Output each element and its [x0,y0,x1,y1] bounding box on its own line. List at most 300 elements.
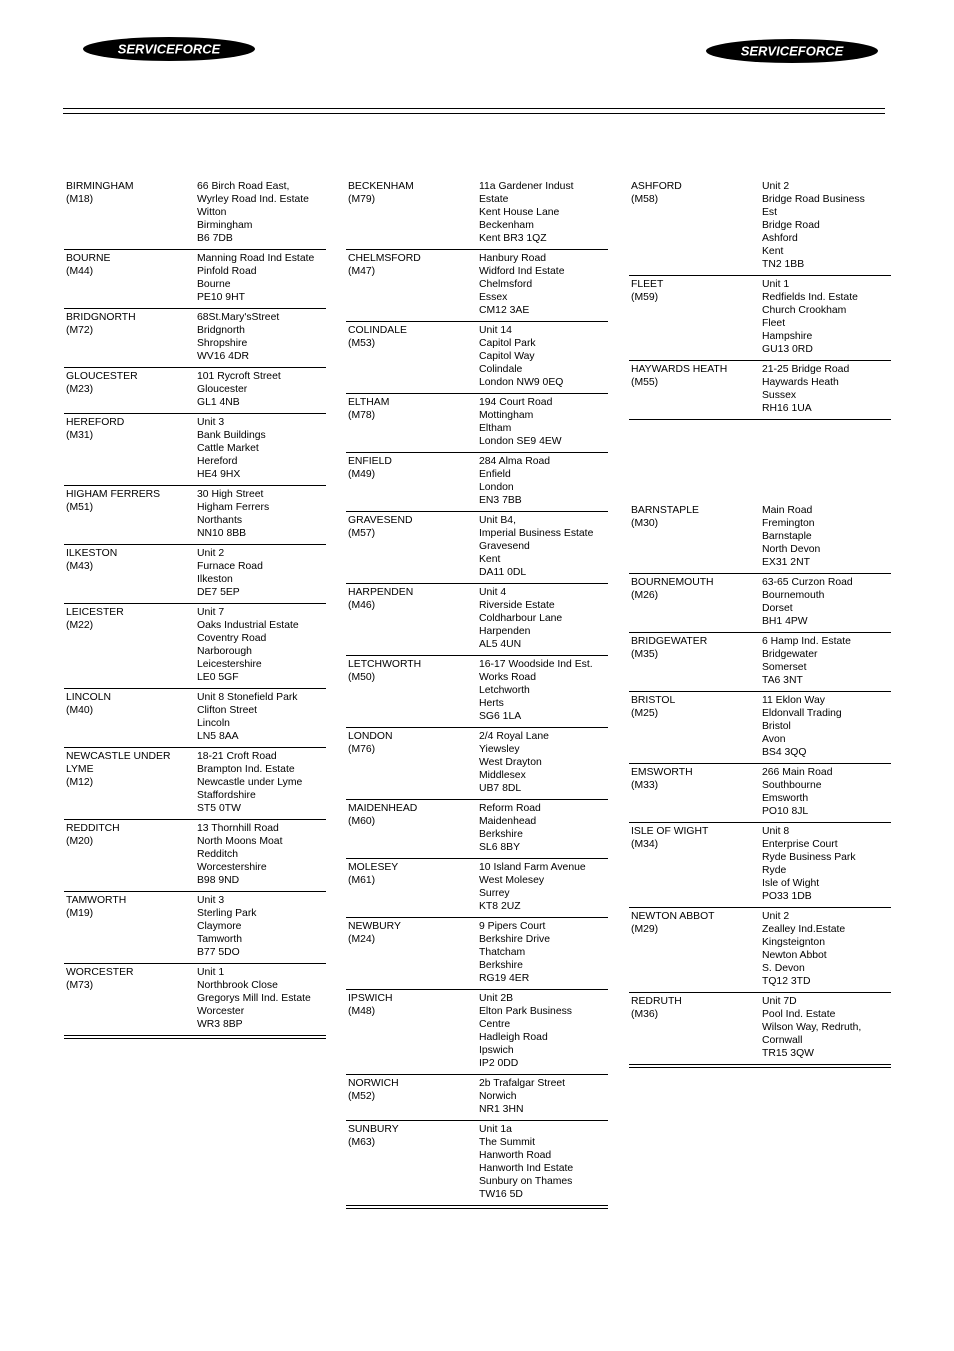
address-line: Bridge Road Business [762,194,865,205]
service-centre-entry [346,394,608,453]
service-centre-entry [346,512,608,584]
address-line: Berkshire [479,829,523,840]
address-line: Cornwall [762,1035,803,1046]
address-line: RH16 1UA [762,403,812,414]
address-line: Northants [197,515,243,526]
service-centre-entry [346,322,608,394]
centre-name: ASHFORD [631,181,682,192]
centre-code: (M43) [66,561,94,572]
address-line: BS4 3QQ [762,747,807,758]
address-line: Norwich [479,1091,517,1102]
address-line: Kent BR3 1QZ [479,233,547,244]
centre-code: (M57) [348,528,376,539]
service-centre-entry [64,486,326,545]
address-line: Shropshire [197,338,248,349]
address-line: Pinfold Road [197,266,257,277]
address-line: DE7 5EP [197,587,240,598]
centre-code: (M31) [66,430,94,441]
address-line: Kingsteignton [762,937,825,948]
address-line: PO33 1DB [762,891,812,902]
centre-location [66,750,197,815]
address-line: Ryde [762,865,787,876]
address-line: Colindale [479,364,523,375]
address-line: 30 High Street [197,489,264,500]
address-line: Unit 14 [479,325,512,336]
centre-name: BRIDGNORTH [66,312,136,323]
address-line: London [479,482,514,493]
centre-address [197,416,326,481]
centre-name: WORCESTER [66,967,134,978]
centre-name: NORWICH [348,1078,399,1089]
centre-address [479,658,608,723]
address-line: TQ12 3TD [762,976,811,987]
address-line: Bridgewater [762,649,818,660]
column-1 [64,178,326,1041]
centre-code: (M24) [348,934,376,945]
centre-code: (M49) [348,469,376,480]
service-centre-entry [64,250,326,309]
centre-name: LYME [66,764,94,775]
service-centre-entry [64,545,326,604]
centre-code: (M55) [631,377,659,388]
address-line: Hampshire [762,331,813,342]
centre-code: (M34) [631,839,659,850]
centre-address [479,324,608,389]
centre-name: COLINDALE [348,325,407,336]
address-line: Imperial Business Estate [479,528,594,539]
address-line: Manning Road Ind Estate [197,253,315,264]
address-line: Maidenhead [479,816,537,827]
address-line: UB7 8DL [479,783,522,794]
address-line: Eltham [479,423,512,434]
centre-name: NEWCASTLE UNDER [66,751,171,762]
centre-name: LEICESTER [66,607,124,618]
address-line: Estate [479,194,509,205]
address-line: Kent House Lane [479,207,560,218]
address-line: GU13 0RD [762,344,813,355]
address-line: London SE9 4EW [479,436,562,447]
centre-address [762,766,891,818]
service-centre-entry [346,859,608,918]
address-line: 16-17 Woodside Ind Est. [479,659,593,670]
centre-name: GLOUCESTER [66,371,138,382]
address-line: Unit 4 [479,587,507,598]
column-2 [346,178,608,1211]
address-line: Enfield [479,469,511,480]
centre-name: HIGHAM FERRERS [66,489,161,500]
centre-location [348,324,479,389]
address-line: Worcester [197,1006,245,1017]
address-line: Haywards Heath [762,377,839,388]
centre-address [762,576,891,628]
address-line: Brampton Ind. Estate [197,764,295,775]
service-centre-entry [629,908,891,993]
centre-location [66,488,197,540]
address-line: Staffordshire [197,790,256,801]
centre-name: ILKESTON [66,548,118,559]
service-centre-entry [346,728,608,800]
centre-address [762,635,891,687]
address-line: Ipswich [479,1045,514,1056]
address-line: Newton Abbot [762,950,827,961]
address-line: Bridgnorth [197,325,245,336]
centre-code: (M53) [348,338,376,349]
service-centre-entry [629,178,891,276]
address-line: Leicestershire [197,659,262,670]
address-line: Lincoln [197,718,230,729]
address-line: Coventry Road [197,633,267,644]
centre-code: (M22) [66,620,94,631]
centre-location [631,180,762,271]
centre-code: (M30) [631,518,659,529]
centre-location [631,766,762,818]
address-line: Zealley Ind.Estate [762,924,846,935]
centre-name: NEWBURY [348,921,401,932]
centre-name: NEWTON ABBOT [631,911,715,922]
centre-location [348,586,479,651]
address-line: 10 Island Farm Avenue [479,862,586,873]
address-line: EN3 7BB [479,495,522,506]
address-line: Northbrook Close [197,980,278,991]
address-line: 63-65 Curzon Road [762,577,853,588]
address-line: Unit 2 [197,548,225,559]
centre-address [479,992,608,1070]
centre-code: (M33) [631,780,659,791]
service-centre-entry [346,250,608,322]
address-line: LE0 5GF [197,672,239,683]
address-line: CM12 3AE [479,305,530,316]
address-line: Sterling Park [197,908,257,919]
logo-left-text: SERVICEFORCE [117,41,221,57]
address-line: Unit B4, [479,515,516,526]
address-line: Essex [479,292,508,303]
address-line: 11a Gardener Indust [479,181,574,192]
address-line: Unit 7D [762,996,797,1007]
service-centre-entry [629,692,891,764]
address-line: Ryde Business Park [762,852,856,863]
address-line: 9 Pipers Court [479,921,546,932]
address-line: Reform Road [479,803,541,814]
address-line: Yiewsley [479,744,520,755]
address-line: Elton Park Business [479,1006,572,1017]
address-line: Unit 1 [197,967,225,978]
centre-code: (M51) [66,502,94,513]
address-line: Herts [479,698,504,709]
address-line: London NW9 0EQ [479,377,564,388]
header-rule [63,108,885,114]
centre-code: (M79) [348,194,376,205]
service-centre-entry [346,584,608,656]
centre-name: REDDITCH [66,823,120,834]
service-centre-entry [346,1121,608,1206]
centre-address [197,311,326,363]
address-line: Barnstaple [762,531,812,542]
address-line: 6 Hamp Ind. Estate [762,636,851,647]
centre-location [348,658,479,723]
column-gap [629,420,891,502]
centre-location [348,514,479,579]
centre-address [479,180,608,245]
address-line: 101 Rycroft Street [197,371,281,382]
centre-name: MAIDENHEAD [348,803,418,814]
address-line: Witton [197,207,227,218]
service-centre-entry [64,748,326,820]
address-line: Sussex [762,390,797,401]
centre-location [348,180,479,245]
centre-code: (M72) [66,325,94,336]
centre-address [479,920,608,985]
centre-code: (M46) [348,600,376,611]
centre-name: HEREFORD [66,417,125,428]
address-line: Hadleigh Road [479,1032,548,1043]
address-line: Bourne [197,279,231,290]
address-line: S. Devon [762,963,805,974]
centre-code: (M73) [66,980,94,991]
address-line: Hereford [197,456,238,467]
address-line: Sunbury on Thames [479,1176,573,1187]
address-line: The Summit [479,1137,536,1148]
address-line: Capitol Way [479,351,535,362]
address-line: TN2 1BB [762,259,805,270]
service-centre-entry [629,823,891,908]
centre-location [66,606,197,684]
centre-name: BOURNE [66,253,111,264]
address-line: Unit 3 [197,895,225,906]
centre-code: (M78) [348,410,376,421]
address-line: Clifton Street [197,705,258,716]
service-centre-entry [629,764,891,823]
address-line: Coldharbour Lane [479,613,563,624]
address-line: Kent [479,554,501,565]
address-line: Unit 1a [479,1124,512,1135]
service-centre-entry [629,633,891,692]
centre-address [197,691,326,743]
address-line: B98 9ND [197,875,240,886]
service-centre-entry [629,993,891,1065]
centre-address [197,606,326,684]
service-centre-entry [64,178,326,250]
address-line: Enterprise Court [762,839,838,850]
address-line: Beckenham [479,220,534,231]
centre-address [479,1077,608,1116]
address-line: B77 5DO [197,947,240,958]
centre-address [762,910,891,988]
centre-address [197,488,326,540]
address-line: Southbourne [762,780,822,791]
service-centre-entry [64,414,326,486]
centre-code: (M36) [631,1009,659,1020]
service-centre-entry [64,892,326,964]
centre-code: (M76) [348,744,376,755]
service-centre-entry [346,656,608,728]
centre-name: ELTHAM [348,397,390,408]
address-line: Widford Ind Estate [479,266,565,277]
centre-code: (M25) [631,708,659,719]
address-line: Capitol Park [479,338,536,349]
address-line: Centre [479,1019,511,1030]
address-line: Unit 7 [197,607,225,618]
address-line: 13 Thornhill Road [197,823,279,834]
address-line: Riverside Estate [479,600,555,611]
address-line: 68St.Mary'sStreet [197,312,280,323]
centre-name: EMSWORTH [631,767,693,778]
address-line: Claymore [197,921,242,932]
address-line: Bridge Road [762,220,820,231]
address-line: Newcastle under Lyme [197,777,303,788]
address-line: Berkshire [479,960,523,971]
service-centre-entry [346,918,608,990]
address-line: 2b Trafalgar Street [479,1078,566,1089]
centre-code: (M63) [348,1137,376,1148]
centre-name: BRISTOL [631,695,676,706]
centre-location [631,995,762,1060]
column-end-rule [346,1208,608,1211]
centre-location [66,966,197,1031]
centre-name: LINCOLN [66,692,112,703]
service-centre-entry [346,990,608,1075]
address-line: Harpenden [479,626,531,637]
centre-name: CHELMSFORD [348,253,421,264]
address-line: Hanworth Ind Estate [479,1163,574,1174]
address-line: Somerset [762,662,807,673]
address-line: Worcestershire [197,862,267,873]
address-line: Church Crookham [762,305,847,316]
address-line: GL1 4NB [197,397,240,408]
address-line: IP2 0DD [479,1058,519,1069]
service-centre-entry [64,368,326,414]
centre-name: ENFIELD [348,456,392,467]
column-end-rule [629,1067,891,1070]
centre-address [197,547,326,599]
centre-location [66,180,197,245]
address-line: Gregorys Mill Ind. Estate [197,993,311,1004]
centre-location [66,370,197,409]
centre-name: SUNBURY [348,1124,399,1135]
service-centre-entry [629,574,891,633]
centre-code: (M35) [631,649,659,660]
centre-address [197,822,326,887]
address-line: Pool Ind. Estate [762,1009,836,1020]
centre-address [762,825,891,903]
address-line: WR3 8BP [197,1019,243,1030]
address-line: SL6 8BY [479,842,521,853]
centre-name: REDRUTH [631,996,682,1007]
address-line: Gloucester [197,384,248,395]
service-centre-entry [64,964,326,1036]
address-line: Unit 2 [762,181,790,192]
address-line: Unit 1 [762,279,790,290]
address-line: Avon [762,734,786,745]
centre-location [348,455,479,507]
centre-code: (M47) [348,266,376,277]
centre-location [631,278,762,356]
address-line: Bank Buildings [197,430,266,441]
address-line: Redditch [197,849,239,860]
address-line: Cattle Market [197,443,259,454]
address-line: Est [762,207,778,218]
centre-location [631,910,762,988]
service-centre-entry [64,689,326,748]
centre-location [348,920,479,985]
address-line: Unit 2 [762,911,790,922]
address-line: Chelmsford [479,279,533,290]
centre-address [762,278,891,356]
address-line: Birmingham [197,220,253,231]
address-line: WV16 4DR [197,351,249,362]
address-line: Furnace Road [197,561,263,572]
address-line: NR1 3HN [479,1104,524,1115]
address-line: DA11 0DL [479,567,527,578]
address-line: North Moons Moat [197,836,283,847]
centre-location [631,825,762,903]
address-line: Fremington [762,518,815,529]
centre-name: HARPENDEN [348,587,414,598]
centre-address [479,455,608,507]
service-centre-entry [346,453,608,512]
centre-location [348,992,479,1070]
centre-code: (M60) [348,816,376,827]
address-line: PO10 8JL [762,806,809,817]
centre-address [479,1123,608,1201]
centre-location [348,1123,479,1201]
address-line: TA6 3NT [762,675,803,686]
centre-code: (M44) [66,266,94,277]
service-centre-entry [64,309,326,368]
centre-name: LONDON [348,731,393,742]
centre-name: BRIDGEWATER [631,636,708,647]
address-line: 18-21 Croft Road [197,751,277,762]
address-line: AL5 4UN [479,639,522,650]
address-line: ST5 0TW [197,803,241,814]
centre-address [479,802,608,854]
address-line: Unit 3 [197,417,225,428]
address-line: Unit 8 [762,826,790,837]
address-line: West Drayton [479,757,542,768]
centre-address [197,370,326,409]
centre-location [348,861,479,913]
address-line: SG6 1LA [479,711,522,722]
centre-location [631,504,762,569]
address-line: Hanworth Road [479,1150,552,1161]
centre-location [66,894,197,959]
address-line: Unit 2B [479,993,514,1004]
address-line: BH1 4PW [762,616,808,627]
service-centre-entry [64,820,326,892]
centre-location [631,576,762,628]
centre-address [762,694,891,759]
centre-code: (M40) [66,705,94,716]
centre-name: TAMWORTH [66,895,127,906]
centre-address [197,966,326,1031]
address-line: LN5 8AA [197,731,239,742]
address-line: Oaks Industrial Estate [197,620,299,631]
centre-code: (M19) [66,908,94,919]
address-line: Redfields Ind. Estate [762,292,858,303]
centre-location [631,635,762,687]
centre-code: (M50) [348,672,376,683]
address-line: 266 Main Road [762,767,833,778]
address-line: Narborough [197,646,252,657]
address-line: Kent [762,246,784,257]
address-line: Eldonvall Trading [762,708,842,719]
centre-code: (M52) [348,1091,376,1102]
centre-location [66,547,197,599]
address-line: Thatcham [479,947,526,958]
address-line: Dorset [762,603,793,614]
address-line: KT8 2UZ [479,901,521,912]
address-line: Isle of Wight [762,878,820,889]
centre-location [348,802,479,854]
